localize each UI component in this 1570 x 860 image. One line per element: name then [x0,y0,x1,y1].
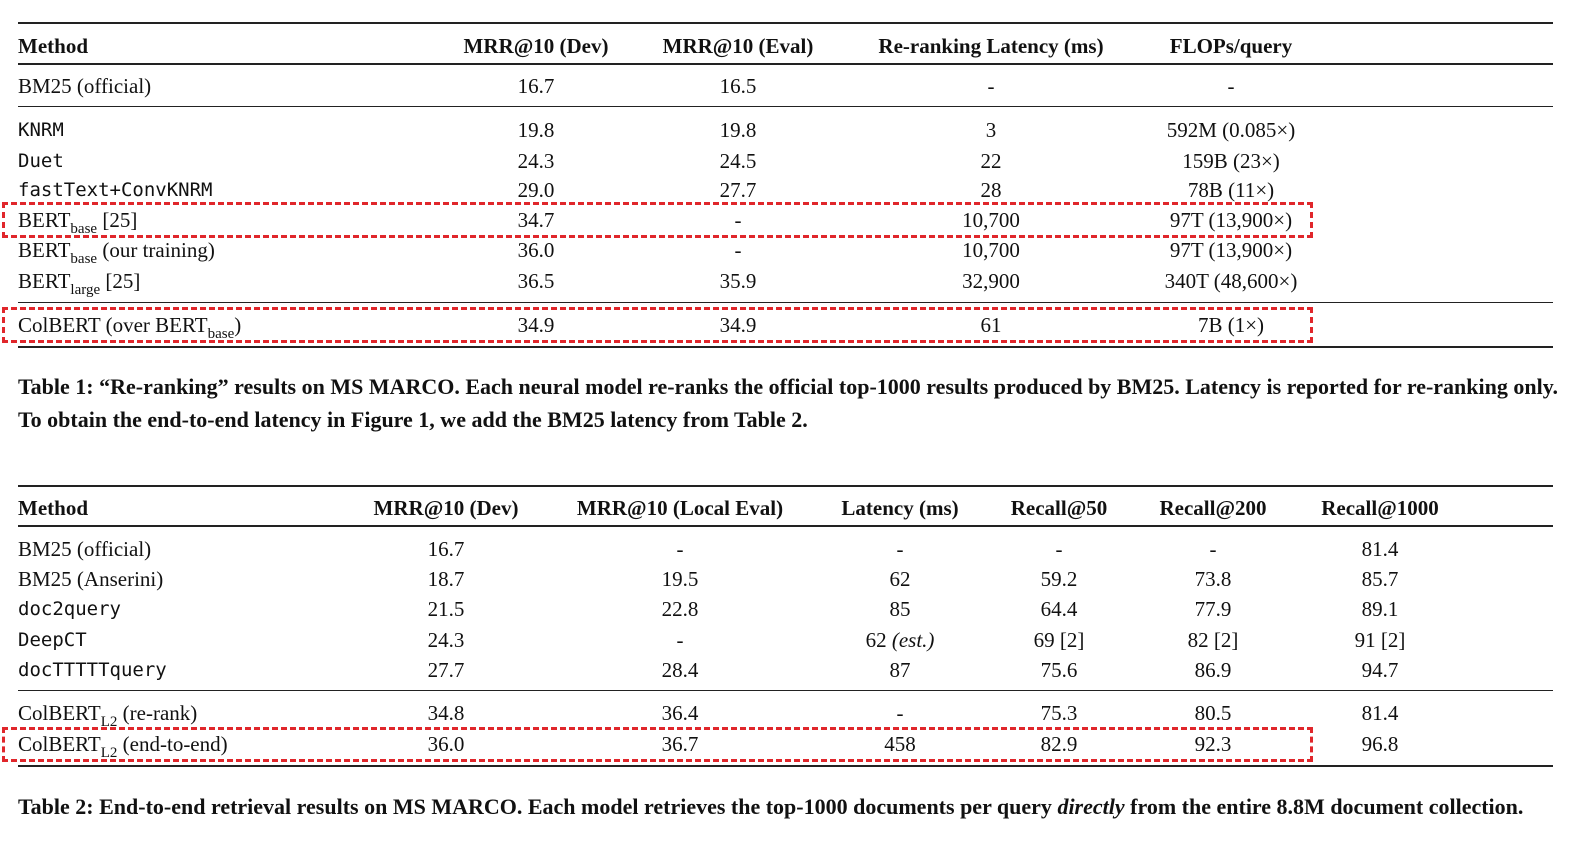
table-cell-r200: 92.3 [1194,732,1232,756]
table-cell-flops: 97T (13,900×) [1169,208,1293,232]
table-cell-latency: 85 [889,597,911,621]
table-cell-r1000: 89.1 [1361,597,1399,621]
table1-group-rule [18,302,1553,303]
highlight-box-colbert-end-to-end [2,727,1313,762]
table-cell-dev: 36.0 [517,238,555,262]
table1-header-flops: FLOPs/query [1169,34,1293,58]
table-cell-r1000: 96.8 [1361,732,1399,756]
table-cell-flops: 340T (48,600×) [1164,269,1298,293]
table2-header-method: Method [18,496,88,520]
table-cell-latency: 62 (est.) [865,628,935,652]
table1-header-dev: MRR@10 (Dev) [463,34,609,58]
table-cell-latency: 22 [980,149,1002,173]
table-cell-dev: 24.3 [517,149,555,173]
table-row-method: DeepCT [18,629,87,651]
table-cell-eval: 27.7 [719,178,757,202]
table-cell-r1000: 94.7 [1361,658,1399,682]
table-cell-eval: 24.5 [719,149,757,173]
table-cell-latency: 32,900 [962,269,1020,293]
table-cell-latency: - [896,537,904,561]
table-cell-dev: 34.8 [427,701,465,725]
table-cell-local: 28.4 [661,658,699,682]
table2-header-r200: Recall@200 [1159,496,1267,520]
table-cell-r1000: 85.7 [1361,567,1399,591]
table-cell-r200: 77.9 [1194,597,1232,621]
table-cell-r1000: 91 [2] [1354,628,1406,652]
table-cell-eval: 16.5 [719,74,757,98]
table1-caption: Table 1: “Re-ranking” results on MS MARCO. Each neural model re-ranks the official top-1000 results produced by BM25. Latency is reported for re-ranking only. To obtain the end-to-end latency in Figure 1, we add the BM25 latency from Table 2. [18,374,1559,432]
table-row-method: $BERT_{large}$ [25] [18,269,141,298]
table-cell-dev: 16.7 [517,74,555,98]
table1-header-eval: MRR@10 (Eval) [662,34,814,58]
table-row-method: ColBERT$_{L2}$ (end-to-end) [18,732,228,761]
table1-header-method: Method [18,34,88,58]
table-cell-flops: 592M (0.085×) [1166,118,1296,142]
table2-header-rule [18,525,1553,527]
table-row-method: ColBERT$_{L2}$ (re-rank) [18,701,198,730]
table-cell-latency: 10,700 [962,208,1020,232]
table-cell-dev: 29.0 [517,178,555,202]
table-cell-flops: 97T (13,900×) [1169,238,1293,262]
table-cell-r1000: 81.4 [1361,701,1399,725]
table2-header-dev: MRR@10 (Dev) [373,496,519,520]
table1-bottom-rule [18,346,1553,348]
table2-group-rule [18,690,1553,691]
table-cell-local: 36.7 [661,732,699,756]
table-cell-local: 22.8 [661,597,699,621]
table-cell-flops: 78B (11×) [1187,178,1275,202]
table-cell-eval: - [734,238,742,262]
table-row-method: $BERT_{base}$ [25] [18,208,138,237]
table-row-method: BM25 (official) [18,74,152,98]
table-cell-r50: 75.6 [1040,658,1078,682]
table-row-method: fastText+ConvKNRM [18,179,213,201]
table-row-method: ColBERT (over $BERT_{base}$) [18,313,242,342]
table1-top-rule [18,22,1553,24]
table-cell-r50: 82.9 [1040,732,1078,756]
table2-top-rule [18,485,1553,487]
table-row-method: doc2query [18,598,121,620]
table-cell-r1000: 81.4 [1361,537,1399,561]
table-cell-local: - [676,537,684,561]
table2-header-local: MRR@10 (Local Eval) [576,496,784,520]
table-cell-dev: 16.7 [427,537,465,561]
table-cell-latency: 28 [980,178,1002,202]
table-cell-r200: 73.8 [1194,567,1232,591]
table-cell-dev: 19.8 [517,118,555,142]
table2-header-r1000: Recall@1000 [1321,496,1439,520]
table-row-method: BM25 (official) [18,537,152,561]
table2-bottom-rule [18,765,1553,767]
table1-group-rule [18,106,1553,107]
table-cell-r50: - [1055,537,1063,561]
table-cell-r50: 69 [2] [1033,628,1085,652]
table-cell-eval: 34.9 [719,313,757,337]
table-cell-latency: 458 [884,732,916,756]
table-cell-flops: 159B (23×) [1182,149,1280,173]
table-cell-dev: 27.7 [427,658,465,682]
table-row-method: KNRM [18,119,64,141]
table-cell-latency: 3 [985,118,997,142]
table-cell-dev: 36.5 [517,269,555,293]
table-cell-eval: 19.8 [719,118,757,142]
table-cell-latency: 62 [889,567,911,591]
table2-header-r50: Recall@50 [1010,496,1108,520]
table-cell-r50: 64.4 [1040,597,1078,621]
highlight-box-colbert [2,307,1313,343]
table-cell-local: 19.5 [661,567,699,591]
table-row-method: Duet [18,150,64,172]
table2-caption: Table 2: End-to-end retrieval results on MS MARCO. Each model retrieves the top-1000 documents per query directly from the entire 8.8M document collection. [18,794,1524,819]
table-cell-latency: 61 [980,313,1002,337]
table-cell-local: - [676,628,684,652]
table-cell-latency: 87 [889,658,911,682]
table-cell-dev: 34.9 [517,313,555,337]
table-cell-dev: 18.7 [427,567,465,591]
table-cell-latency: 10,700 [962,238,1020,262]
table-cell-eval: 35.9 [719,269,757,293]
table-cell-r200: - [1209,537,1217,561]
table-cell-r200: 86.9 [1194,658,1232,682]
table-cell-r50: 75.3 [1040,701,1078,725]
table-cell-local: 36.4 [661,701,699,725]
table-cell-r50: 59.2 [1040,567,1078,591]
table-cell-dev: 34.7 [517,208,555,232]
table-cell-flops: 7B (1×) [1197,313,1265,337]
table-cell-dev: 24.3 [427,628,465,652]
table-cell-latency: - [987,74,995,98]
table-cell-flops: - [1227,74,1235,98]
table2-header-latency: Latency (ms) [841,496,959,520]
table1-header-latency: Re-ranking Latency (ms) [878,34,1104,58]
table-cell-dev: 21.5 [427,597,465,621]
table-cell-r200: 82 [2] [1187,628,1239,652]
table-cell-r200: 80.5 [1194,701,1232,725]
table-row-method: $BERT_{base}$ (our training) [18,238,215,267]
highlight-box-bert-base [2,202,1313,238]
table-row-method: docTTTTTquery [18,659,167,681]
table-cell-latency: - [896,701,904,725]
table1-header-rule [18,63,1553,65]
table-row-method: BM25 (Anserini) [18,567,164,591]
table-cell-dev: 36.0 [427,732,465,756]
table-cell-eval: - [734,208,742,232]
